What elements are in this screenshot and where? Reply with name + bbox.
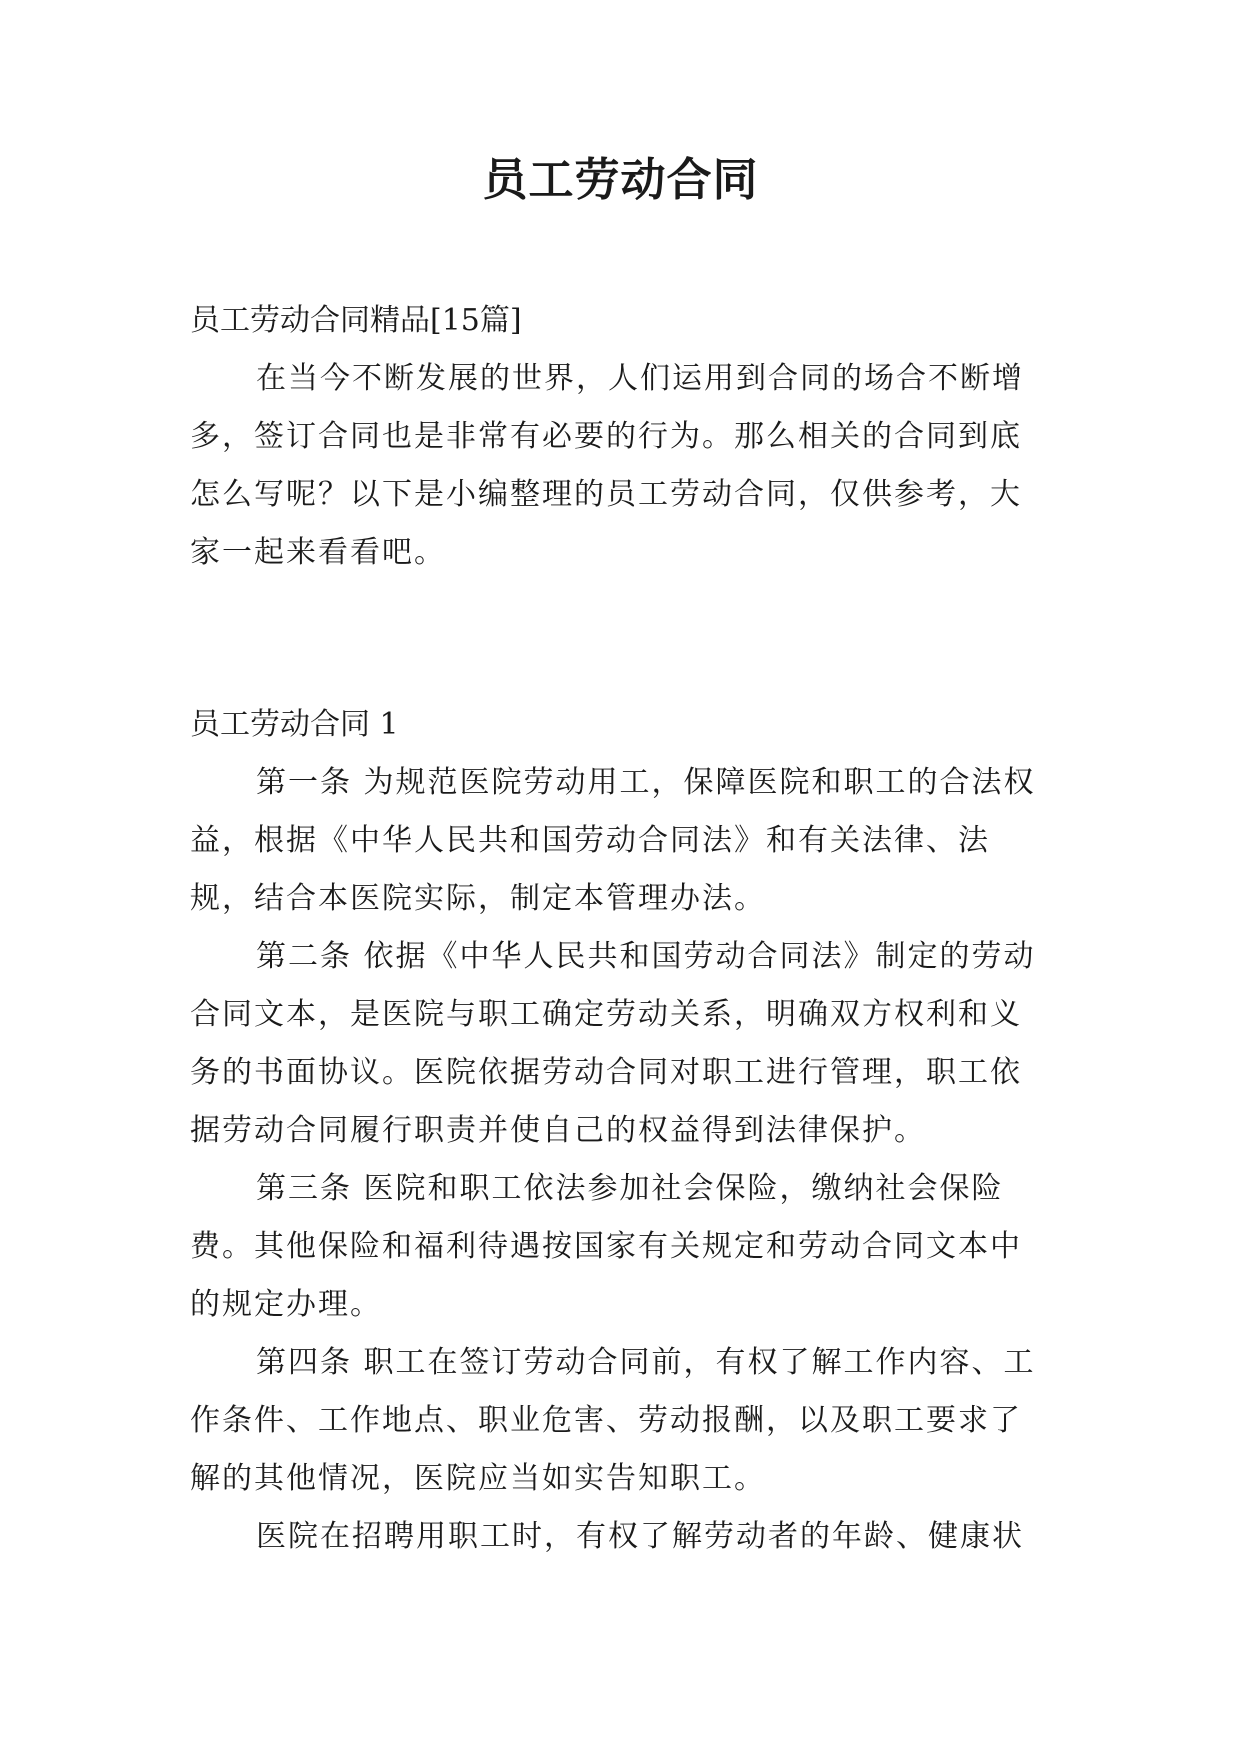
intro-paragraph: 在当今不断发展的世界，人们运用到合同的场合不断增多，签订合同也是非常有必要的行为。那么相关的合同到底怎么写呢？以下是小编整理的员工劳动合同，仅供参考，大家一起来看看吧。 [190, 361, 1024, 570]
article-2-paragraph: 第二条 依据《中华人民共和国劳动合同法》制定的劳动合同文本，是医院与职工确定劳动关系，明确双方权利和义务的书面协议。医院依据劳动合同对职工进行管理，职工依据劳动合同履行职责并使自己的权益得到法律保护。 [190, 939, 1036, 1148]
document-title: 员工劳动合同 [482, 153, 759, 206]
document-body [190, 292, 1050, 1566]
document-subtitle: 员工劳动合同精品[15篇] [190, 303, 522, 338]
article-1-paragraph: 第一条 为规范医院劳动用工，保障医院和职工的合法权益，根据《中华人民共和国劳动合同法》和有关法律、法规，结合本医院实际，制定本管理办法。 [190, 765, 1036, 916]
section-spacer [190, 582, 1050, 696]
article-3-paragraph: 第三条 医院和职工依法参加社会保险，缴纳社会保险费。其他保险和福利待遇按国家有关规定和劳动合同文本中的规定办理。 [190, 1171, 1022, 1322]
article-4-continuation-paragraph: 医院在招聘用职工时，有权了解劳动者的年龄、健康状 [256, 1519, 1024, 1554]
article-4-paragraph: 第四条 职工在签订劳动合同前，有权了解工作内容、工作条件、工作地点、职业危害、劳动报酬，以及职工要求了解的其他情况，医院应当如实告知职工。 [190, 1345, 1036, 1496]
section-heading: 员工劳动合同 1 [190, 707, 399, 742]
